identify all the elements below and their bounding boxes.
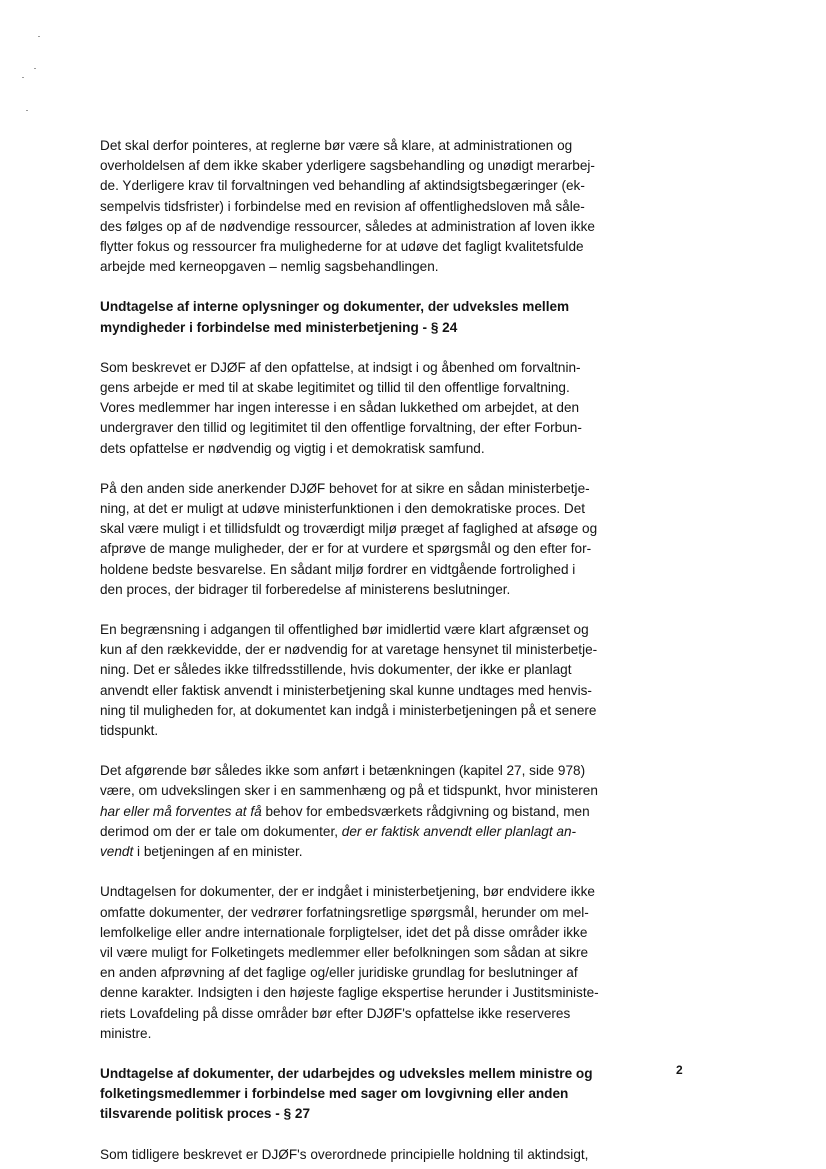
heading-line: tilsvarende politisk proces - § 27: [100, 1106, 311, 1122]
text-line: ning til muligheden for, at dokumentet kan indgå i ministerbetjeningen på et senere: [100, 702, 597, 718]
text-line: En begrænsning i adgangen til offentlighed bør imidlertid være klart afgrænset og: [100, 622, 589, 638]
scan-speck: [22, 77, 24, 78]
text-line: kun af den rækkevidde, der er nødvendig for at varetage hensynet til ministerbetje-: [100, 642, 598, 658]
text-line: de. Yderligere krav til forvaltningen ved behandling af aktindsigtsbegæringer (ek-: [100, 178, 585, 194]
scan-speck: [34, 68, 36, 69]
paragraph-intro: [100, 136, 620, 277]
text-line: [100, 802, 620, 822]
page-number: 2: [676, 1063, 683, 1077]
text-line: skal være muligt i et tillidsfuldt og troværdigt miljø præget af faglighed at afsøge og: [100, 521, 598, 537]
text-fragment: behov for embedsværkets rådgivning og bistand, men: [261, 803, 590, 819]
text-line: en anden afprøvning af det faglige og/eller juridiske grundlag for beslutninger af: [100, 965, 578, 981]
text-line: undergraver den tillid og legitimitet til den offentlige forvaltning, der efter Forbun-: [100, 420, 582, 436]
italic-phrase: vendt: [100, 844, 134, 860]
text-line: dets opfattelse er nødvendig og vigtig i et demokratisk samfund.: [100, 440, 485, 456]
paragraph-transparency: [100, 358, 620, 459]
text-line: flytter fokus og ressourcer fra mulighederne for at udøve det fagligt kvalitetsfulde: [100, 239, 584, 255]
text-line: des følges op af de nødvendige ressourcer, således at administration af loven ikke: [100, 218, 595, 234]
italic-phrase: har eller må forventes at få: [100, 803, 262, 819]
text-line: den proces, der bidrager til forberedelse af ministerens beslutninger.: [100, 581, 511, 597]
text-line: På den anden side anerkender DJØF behovet for at sikre en sådan ministerbetje-: [100, 480, 590, 496]
text-fragment: i betjeningen af en minister.: [133, 844, 303, 860]
section-heading-24: [100, 297, 620, 337]
text-line: Undtagelsen for dokumenter, der er indgået i ministerbetjening, bør endvidere ikke: [100, 884, 595, 900]
text-line: lemfolkelige eller andre internationale forpligtelser, idet det på disse områder ikke: [100, 924, 588, 940]
text-line: gens arbejde er med til at skabe legitimitet og tillid til den offentlige forvaltning.: [100, 380, 570, 396]
paragraph-decisive-criterion: [100, 761, 620, 862]
text-line: afprøve de mange muligheder, der er for at vurdere et spørgsmål og den efter for-: [100, 541, 592, 557]
heading-line: Undtagelse af dokumenter, der udarbejdes og udveksles mellem ministre og: [100, 1065, 593, 1081]
text-line: denne karakter. Indsigten i den højeste faglige ekspertise herunder i Justitsministe-: [100, 985, 599, 1001]
text-line: riets Lovafdeling på disse områder bør efter DJØF's opfattelse ikke reserveres: [100, 1005, 571, 1021]
document-body: [100, 136, 620, 1165]
text-line: Som beskrevet er DJØF af den opfattelse, at indsigt i og åbenhed om forvaltnin-: [100, 359, 581, 375]
text-line: ministre.: [100, 1025, 152, 1041]
text-line: Som tidligere beskrevet er DJØF's overordnede principielle holdning til aktindsigt,: [100, 1146, 589, 1162]
text-line: anvendt eller faktisk anvendt i ministerbetjening skal kunne undtages med henvis-: [100, 682, 592, 698]
scan-speck: [38, 36, 40, 37]
paragraph-minister-service: [100, 479, 620, 600]
heading-line: myndigheder i forbindelse med ministerbetjening - § 24: [100, 319, 458, 335]
text-line: holdene bedste besvarelse. En sådant miljø fordrer en vidtgående fortrolighed i: [100, 561, 576, 577]
scan-speck: [26, 110, 28, 111]
heading-line: Undtagelse af interne oplysninger og dokumenter, der udveksles mellem: [100, 299, 570, 315]
heading-line: folketingsmedlemmer i forbindelse med sager om lovgivning eller anden: [100, 1086, 569, 1102]
text-line: sempelvis tidsfrister) i forbindelse med en revision af offentlighedsloven må såle-: [100, 198, 585, 214]
text-line: Vores medlemmer har ingen interesse i en sådan lukkethed om arbejdet, at den: [100, 400, 580, 416]
text-line: overholdelsen af dem ikke skaber yderligere sagsbehandling og unødigt merarbej-: [100, 158, 595, 174]
text-line: [100, 822, 620, 842]
paragraph-limitation: [100, 620, 620, 741]
paragraph-principal-stance: [100, 1145, 620, 1165]
text-line: ning, at det er muligt at udøve ministerfunktionen i den demokratiske proces. Det: [100, 501, 586, 517]
text-line: være, om udvekslingen sker i en sammenhæng og på et tidspunkt, hvor ministeren: [100, 783, 598, 799]
text-line: tidspunkt.: [100, 723, 159, 739]
text-line: omfatte dokumenter, der vedrører forfatningsretlige spørgsmål, herunder om mel-: [100, 904, 589, 920]
italic-phrase: der er faktisk anvendt eller planlagt an-: [341, 823, 577, 839]
text-line: vil være muligt for Folketingets medlemmer eller befolkningen som sådan at sikre: [100, 944, 589, 960]
section-heading-27: [100, 1064, 620, 1125]
text-line: arbejde med kerneopgaven – nemlig sagsbehandlingen.: [100, 259, 439, 275]
text-fragment: derimod om der er tale om dokumenter,: [100, 823, 342, 839]
paragraph-constitutional: [100, 882, 620, 1044]
text-line: Det afgørende bør således ikke som anført i betænkningen (kapitel 27, side 978): [100, 763, 586, 779]
text-line: [100, 842, 620, 862]
text-line: Det skal derfor pointeres, at reglerne bør være så klare, at administrationen og: [100, 138, 573, 153]
text-line: ning. Det er således ikke tilfredsstillende, hvis dokumenter, der ikke er planlagt: [100, 662, 572, 678]
